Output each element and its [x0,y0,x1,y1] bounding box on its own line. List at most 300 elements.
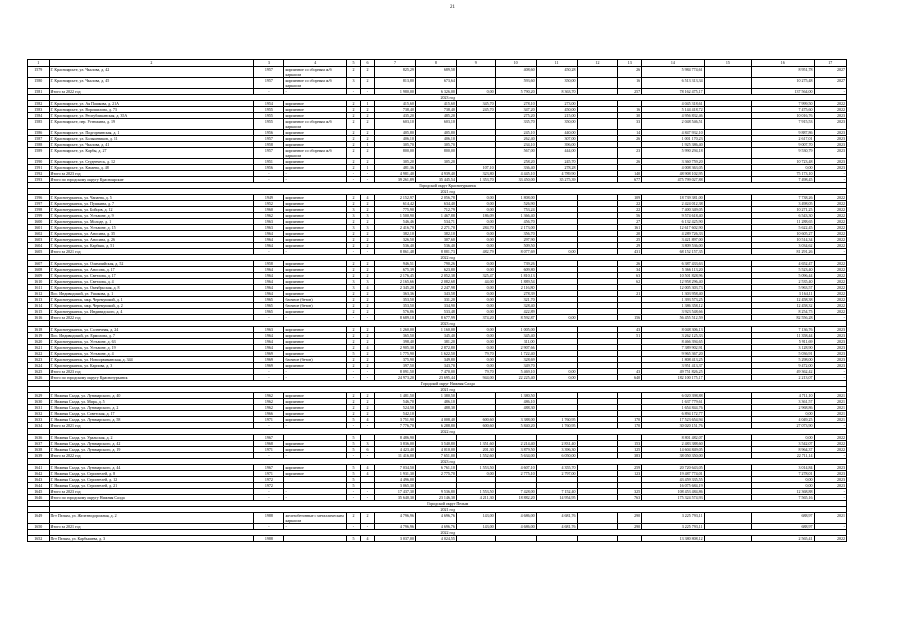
table-cell: 0,00 [456,309,495,315]
table-cell: 1969 [254,357,284,363]
table-cell: 2023 [814,136,846,142]
table-cell: 2 [360,309,374,315]
table-cell: 2 [346,107,360,113]
table-cell: 2 [360,351,374,357]
table-cell: кирпичное [284,159,347,165]
table-cell: 7 400 349,05 [642,207,705,213]
table-cell: 38 050 350,00 [642,453,705,459]
table-cell: кирпичное [284,351,347,357]
table-cell: 1642 [28,471,50,477]
table-cell: 43 459 335,55 [642,477,705,483]
table-cell: 33 450,00 [495,177,536,183]
address-cell: Итого за 2022 год [49,89,254,95]
table-cell: 2 [346,273,360,279]
table-cell: 1 351,60 [456,441,495,447]
table-cell: 49 362,42 [752,369,815,375]
address-cell: Г. Красноярсьте, ул. Качаева, д. 48 [49,165,254,171]
table-cell: 2 [360,136,374,142]
table-cell: 1607 [28,261,50,267]
table-cell: 4 211,30 [456,495,495,501]
table-cell: 488,30 [415,405,456,411]
table-cell: 5 634,00 [495,453,536,459]
table-cell: 7 470,00 [415,369,456,375]
table-cell: 10 271,25 [752,207,815,213]
table-cell: 2 [346,297,360,303]
table-cell: 0,00 [752,411,815,417]
table-cell: 2 [360,405,374,411]
table-cell: 3 809 536,00 [642,243,705,249]
table-cell: 1588 [28,142,50,148]
table-cell: 1969 [254,351,284,357]
address-cell: Итого за 2021 год [49,524,254,530]
table-cell: 1964 [254,333,284,339]
table-cell [577,513,618,524]
table-cell: 1618 [28,327,50,333]
table-cell: 1611 [28,285,50,291]
table-cell: 3 [346,78,360,89]
table-cell: 1 808 413,25 [642,357,705,363]
table-cell: 365,50 [374,333,415,339]
table-cell: 9 574 618,40 [642,213,705,219]
table-cell: 712,79 [415,207,456,213]
table-cell: 8 951,78 [752,67,815,78]
table-cell: 3 [346,213,360,219]
table-cell: 5 096,44 [752,273,815,279]
table-cell: 7 278,01 [752,471,815,477]
table-cell: кирпичное со сборным ж/б каркасом [284,119,347,130]
table-cell: 2 483 388,60 [642,441,705,447]
table-cell: 26 [618,261,642,267]
table-cell: - [346,489,360,495]
table-cell: 1964 [254,285,284,291]
table-cell: 12 458,38 [752,297,815,303]
address-cell: Итого за 2023 год [49,369,254,375]
table-cell: 262,40 [495,136,536,142]
table-cell: 0,00 [456,303,495,309]
table-cell: 2 [360,78,374,89]
table-cell: 305,20 [374,159,415,165]
table-cell: 1592 [28,171,50,177]
table-cell: 1591 [28,165,50,171]
table-cell: 278,10 [495,101,536,107]
table-cell: 11 288,65 [752,219,815,225]
table-cell: - [284,489,347,495]
table-cell: 2 [346,309,360,315]
table-cell: 2 907,66 [495,345,536,351]
table-cell: 349,70 [495,363,536,369]
table-cell: 4 [360,536,374,542]
table-cell: 349,80 [415,357,456,363]
table-cell: кирпичное [284,130,347,136]
table-cell: - [284,177,347,183]
table-cell: 2021 [814,411,846,417]
table-cell: 1964 [254,291,284,297]
table-cell: 2023 [814,363,846,369]
table-cell: 2 [346,113,360,119]
table-cell: кирпичное [284,213,347,219]
table-cell: 1 353,70 [456,177,495,183]
table-cell: 1589 [28,148,50,159]
table-cell: 1964 [254,243,284,249]
table-cell: 2023 [814,471,846,477]
table-cell: кирпичное [284,405,347,411]
table-cell: 0,00 [456,363,495,369]
table-cell: 1645 [28,489,50,495]
table-cell: 1951 [254,159,284,165]
table-cell: 753,24 [495,207,536,213]
table-cell: 18 882,20 [495,495,536,501]
table-cell: кирпичное [284,207,347,213]
table-cell: кирпичное [284,225,347,231]
table-cell: кирпичное [284,101,347,107]
section-title: 2023 год [49,459,846,465]
table-cell: 739,26 [495,261,536,267]
table-cell: 345,40 [495,333,536,339]
table-cell [456,148,495,159]
table-cell: 944,00 [456,375,495,381]
table-cell: 2023 [814,327,846,333]
table-cell: 2022 [814,207,846,213]
table-cell: 34 [618,267,642,273]
table-cell: 1964 [254,273,284,279]
table-cell: 2 052,38 [415,273,456,279]
table-cell: 2022 [814,297,846,303]
table-cell: 2 [346,327,360,333]
table-cell: 63 [618,273,642,279]
table-cell: 1 005,00 [495,327,536,333]
table-cell: 1988 [254,513,284,524]
table-cell: - [254,177,284,183]
table-cell: 1637 [28,441,50,447]
table-cell: 486,10 [495,399,536,405]
table-cell: - [814,375,846,381]
table-cell: 2 [360,393,374,399]
table-cell: 2023 [814,357,846,363]
address-cell: Г. Краснотурьинск, ул. Устьвоне, д. 15 [49,225,254,231]
table-cell: 2 165,66 [374,279,415,285]
table-cell: 738,40 [415,107,456,113]
table-cell: 2021 [814,405,846,411]
table-cell: 1971 [254,447,284,453]
table-cell: 4 652,47 [752,261,815,267]
table-cell: 3 396,30 [536,447,577,453]
table-cell: 1 386 358,12 [642,303,705,309]
table-cell: 2 [360,303,374,309]
table-cell: 1612 [28,291,50,297]
address-cell: Итого по городскому округу Нижняя Салда [49,495,254,501]
table-cell: 1614 [28,303,50,309]
table-cell: 161 [618,225,642,231]
table-cell: 2 905,30 [374,345,415,351]
table-cell: 8 486,90 [374,435,415,441]
table-cell: 2 [346,345,360,351]
table-cell: 546,70 [374,399,415,405]
table-cell: 5 [346,483,360,489]
table-cell: 2 [360,399,374,405]
table-cell [495,536,536,542]
header-cell: 4 [284,60,347,67]
table-cell: 6 543,30 [752,213,815,219]
table-cell: - [346,171,360,177]
table-cell: 383 [618,453,642,459]
address-cell: Г. Красноярсьте, ул. Ая Пашкова, д. 21А [49,101,254,107]
table-cell: 23 146,30 [415,495,456,501]
table-cell: 2 775,10 [495,471,536,477]
table-cell: 1631 [28,405,50,411]
table-cell: 4 847 932,10 [642,130,705,136]
address-cell: Г. Краснотурьинск, ул. Бойцов, д. 12 [49,207,254,213]
table-cell: 307,00 [536,136,577,142]
table-cell: 2022 [814,107,846,113]
table-cell: 140 [618,171,642,177]
table-cell: 350,00 [536,119,577,130]
table-cell [704,67,751,78]
table-cell: 546,46 [374,219,415,225]
table-cell: 7 738,26 [752,195,815,201]
table-cell: 8 861,48 [374,249,415,255]
table-cell: 3 037,00 [374,536,415,542]
table-cell: 49 751 826,25 [642,369,705,375]
table-cell: 1 500,90 [374,213,415,219]
table-cell: 2 [360,261,374,267]
table-cell: 4 010,00 [415,447,456,453]
table-cell: 3 361,57 [752,399,815,405]
table-cell: 0,00 [536,315,577,321]
header-cell: 6 [360,60,374,67]
table-cell: кирпичное [284,279,347,285]
table-cell: 0,00 [456,339,495,345]
table-cell: 2 [346,67,360,78]
table-cell: 1 552,60 [456,453,495,459]
address-cell: Г. Краснотурьинск, ул. Устьвоне, д. 4 [49,351,254,357]
table-cell: 323,80 [456,171,495,177]
table-cell: 1958 [254,261,284,267]
table-cell: 17 437,30 [374,489,415,495]
table-cell: 278,39 [495,291,536,297]
table-cell: 43 [618,369,642,375]
table-cell: кирпичное [284,142,347,148]
table-cell: - [360,453,374,459]
table-cell: 2022 [814,536,846,542]
table-cell: 2 [346,291,360,297]
table-cell: 1590 [28,159,50,165]
table-cell: 12 458,32 [752,303,815,309]
table-cell: 10 723,48 [752,159,815,165]
table-cell: 2 [360,267,374,273]
table-cell: 2021 [814,417,846,423]
table-cell: 2023 [814,477,846,483]
table-cell: 0,00 [456,285,495,291]
table-cell: 245,70 [536,159,577,165]
table-cell: 3 014,84 [752,465,815,471]
table-cell: 2 831,40 [536,441,577,447]
table-cell: 1616 [28,315,50,321]
table-cell: 1619 [28,333,50,339]
address-cell: Г. Нижняя Салда, ул. Луначарского, д. 2 [49,405,254,411]
table-cell: 12 368,88 [752,489,815,495]
table-cell: 12 958 296,40 [642,279,705,285]
table-cell: 1963 [254,219,284,225]
table-cell: кирпичное со сборным ж/б каркасом [284,78,347,89]
table-cell: 946,51 [374,261,415,267]
table-cell: - [814,489,846,495]
table-cell: 2 797,00 [536,471,577,477]
address-cell: Г. Нижняя Салда, ул. Уральская, д. 2 [49,435,254,441]
table-cell: 375,90 [374,357,415,363]
table-cell: 1649 [28,513,50,524]
table-cell: 486,10 [415,399,456,405]
table-cell: 1 467,88 [415,213,456,219]
table-cell: 2021 [814,393,846,399]
table-cell: 600,60 [456,423,495,429]
table-cell: 482,79 [456,249,495,255]
table-cell: 2 [360,219,374,225]
table-cell: 1955 [254,107,284,113]
table-cell: 25 [618,237,642,243]
address-cell: Пгт Пелым, ул. Карбышева, д. 3 [49,536,254,542]
table-cell: 9 472,00 [752,363,815,369]
table-cell: - [254,423,284,429]
table-cell: 1 722,40 [495,351,536,357]
table-cell: 305,70 [374,142,415,148]
table-cell: 1964 [254,267,284,273]
table-cell: 79,70 [456,351,495,357]
table-cell: 35 640,30 [374,495,415,501]
table-cell: 2 [360,67,374,78]
table-cell: 3 164,11 [752,291,815,297]
table-cell: 10 501 828,96 [642,273,705,279]
table-cell: 20 720 643,05 [642,465,705,471]
table-cell: 534,71 [415,219,456,225]
header-cell: 7 [374,60,415,67]
table-cell: 345,40 [415,333,456,339]
table-cell: 27 073,90 [752,423,815,429]
table-cell: 1643 [28,477,50,483]
table-cell: 1965 [254,309,284,315]
table-cell: 3 [360,225,374,231]
table-cell: - [814,453,846,459]
address-cell: Пос. Индивидский, ул. Ушакова, д. 1 [49,291,254,297]
table-cell: 2 [360,119,374,130]
table-cell: кирпичное [284,231,347,237]
table-cell: 1 [360,142,374,148]
table-cell: 328,40 [495,303,536,309]
address-cell: Г. Нижняя Салда, ул. Строителей, д. 12 [49,477,254,483]
address-cell: Г. Краснотурьинск, ул. Индивидского, д. 4 [49,309,254,315]
table-cell: 12 617 602,90 [642,225,705,231]
table-cell: 4 939,40 [415,171,456,177]
table-cell: 7 475,60 [752,107,815,113]
table-cell: 813,80 [374,78,415,89]
table-cell: 4 796,96 [374,524,415,530]
address-cell: Г. Красноярсьте, ул. Большевиков, д. 11 [49,136,254,142]
table-cell: 336,40 [495,165,536,171]
table-cell: 450,00 [536,107,577,113]
table-cell: 7 389 902,91 [642,345,705,351]
table-cell: 1969 [254,363,284,369]
table-cell: 382,10 [374,231,415,237]
section-title: Городской округ Нижняя Салда [49,381,846,387]
table-cell: 405,80 [374,130,415,136]
table-cell: 3 388,00 [495,417,536,423]
table-cell: 9 887,86 [752,130,815,136]
table-cell: 3 360 759,20 [642,159,705,165]
table-cell: 2023 [814,159,846,165]
table-cell: 2023 [814,142,846,148]
table-cell: 0,00 [536,375,577,381]
table-cell: 290 [618,513,642,524]
register-table [27,59,847,542]
table-cell: 1 393 573,25 [642,297,705,303]
table-cell: 623,80 [415,267,456,273]
table-cell: 1615 [28,309,50,315]
table-cell: 2 [360,159,374,165]
table-cell: кирпичное [284,327,347,333]
table-cell: 363,36 [374,291,415,297]
table-cell: 1964 [254,279,284,285]
table-cell: 334,90 [415,303,456,309]
table-cell: 4 496,00 [374,477,415,483]
table-cell: 1638 [28,447,50,453]
table-cell: - [254,369,284,375]
table-cell: 6 020 398,88 [642,393,705,399]
table-cell: 2 [346,411,360,417]
table-cell: 7 136,76 [752,327,815,333]
table-cell: 39 261,89 [374,177,415,183]
table-cell: 4 796,96 [374,513,415,524]
table-cell: 23 [618,148,642,159]
table-cell: 3 065,30 [374,483,415,489]
address-cell: Г. Краснотурьинск, ул. Солнечная, д. 24 [49,327,254,333]
table-cell: 1587 [28,136,50,142]
table-cell: - [284,369,347,375]
table-cell: 30 [618,113,642,119]
table-cell: 2 [346,148,360,159]
table-cell: кирпичное [284,237,347,243]
table-cell: 3 [346,225,360,231]
table-cell: 1 [360,101,374,107]
table-cell: - [346,89,360,95]
table-cell: 1641 [28,465,50,471]
table-cell: 2 [346,243,360,249]
table-cell: - [284,423,347,429]
table-cell: 186,09 [456,213,495,219]
address-cell: Г. Краснотурьинск, ул. Аносина, д. 35 [49,231,254,237]
table-cell: 1608 [28,267,50,273]
table-cell: 524,50 [374,405,415,411]
address-cell: Г. Краснотурьинск, ул. Новоорвиманская, д. 344 [49,357,254,363]
table-cell: кирпичное со сборным ж/б каркасом [284,67,347,78]
table-cell: кирпичное [284,447,347,453]
table-cell: 5 911,69 [752,339,815,345]
table-cell: 305,20 [415,159,456,165]
section-title: 2022 год [49,429,846,435]
table-cell: 82 556,28 [752,315,815,321]
table-cell: 2 775,70 [415,471,456,477]
table-cell: 68 152 157,35 [642,249,705,255]
table-cell: 1582 [28,101,50,107]
table-cell: - [360,315,374,321]
table-cell: 1988 [254,536,284,542]
table-cell: 182 100 175,17 [642,375,705,381]
table-cell: 1 637 779,61 [642,399,705,405]
table-cell: 4 024,55 [415,536,456,542]
table-cell: 1957 [254,148,284,159]
table-cell: 2 [360,357,374,363]
table-cell: 9 536,80 [415,489,456,495]
table-cell: 509,50 [495,243,536,249]
table-cell: 2 [346,513,360,524]
